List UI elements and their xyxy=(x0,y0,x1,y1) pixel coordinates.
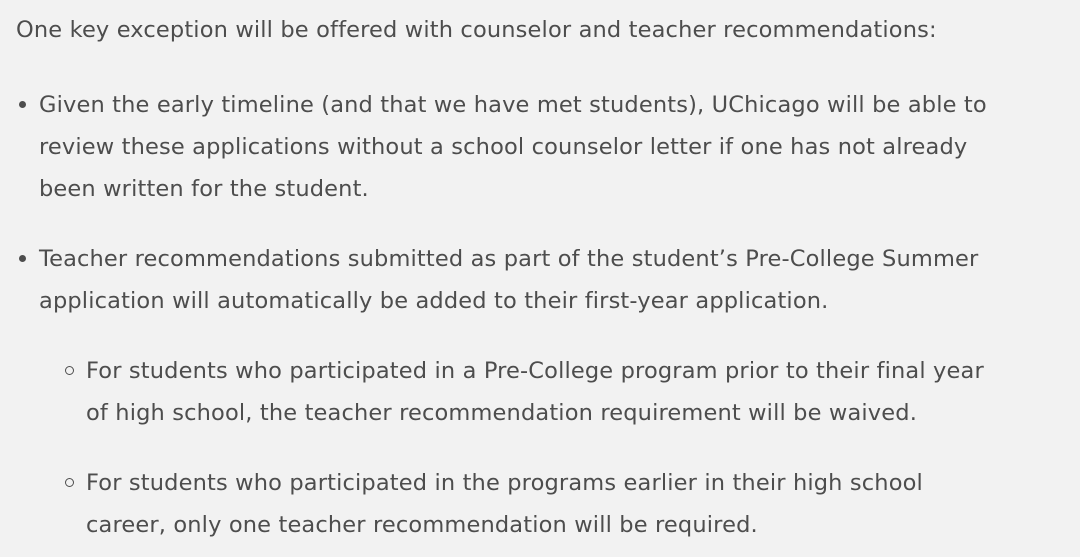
sub-list-item xyxy=(63,350,1080,434)
sub-list-item-line: For students who participated in the programs earlier in their high school xyxy=(86,470,923,496)
hollow-bullet-icon xyxy=(65,478,74,487)
list-item-line: been written for the student. xyxy=(39,176,369,202)
bullet-icon xyxy=(19,101,26,108)
bullet-icon xyxy=(19,255,26,262)
sub-list-item-line: For students who participated in a Pre-College program prior to their final year xyxy=(86,358,984,384)
list-item-line: Given the early timeline (and that we have met students), UChicago will be able to xyxy=(39,92,987,118)
sub-list xyxy=(39,350,1079,546)
list-item xyxy=(16,84,1079,210)
intro-paragraph: One key exception will be offered with counselor and teacher recommendations: xyxy=(16,17,937,43)
list-item-line: review these applications without a school counselor letter if one has not already xyxy=(39,134,968,160)
sub-list-item xyxy=(63,462,1080,546)
list-item-line: application will automatically be added to their first-year application. xyxy=(39,288,829,314)
sub-list-item-line: of high school, the teacher recommendation requirement will be waived. xyxy=(86,400,917,426)
hollow-bullet-icon xyxy=(65,366,74,375)
exception-list xyxy=(16,84,1080,546)
list-item-line: Teacher recommendations submitted as part of the student’s Pre-College Summer xyxy=(39,246,979,272)
sub-list-item-line: career, only one teacher recommendation will be required. xyxy=(86,512,758,538)
list-item xyxy=(16,238,1079,546)
